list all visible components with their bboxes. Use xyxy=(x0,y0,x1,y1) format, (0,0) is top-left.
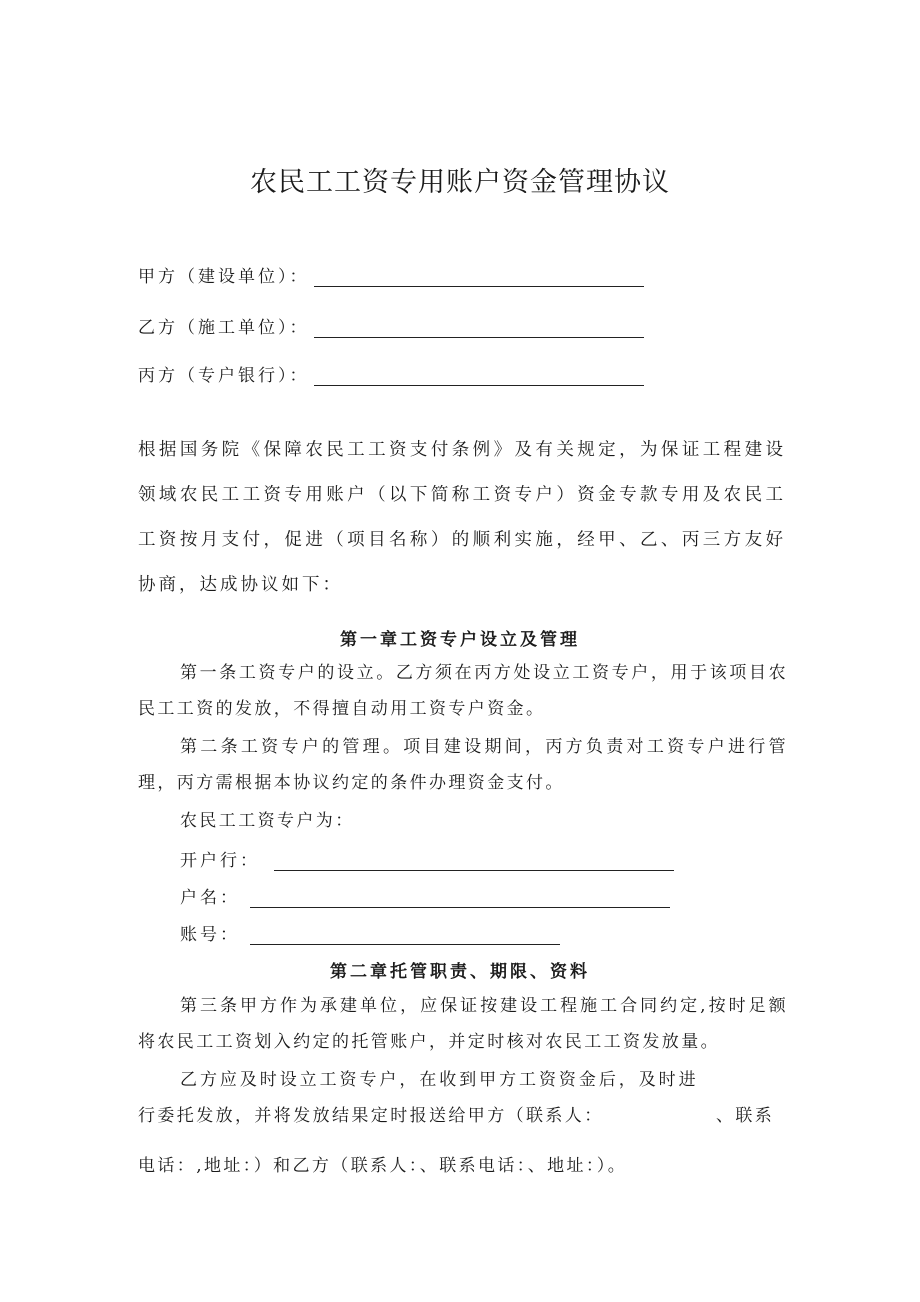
party-b-label: 乙方（施工单位）： xyxy=(138,318,310,338)
account-name-label: 户名： xyxy=(180,888,240,908)
account-number-line xyxy=(180,920,560,945)
chapter-1-title: 第一章工资专户设立及管理 xyxy=(340,630,580,650)
party-a-line xyxy=(138,262,644,287)
account-bank-blank[interactable] xyxy=(274,852,674,871)
article-2: 第二条工资专户的管理。项目建设期间，丙方负责对工资专户进行管理，丙方需根据本协议约定的条件办理资金支付。 xyxy=(138,737,788,793)
account-number-label: 账号： xyxy=(180,925,240,945)
party-a-blank[interactable] xyxy=(314,268,644,287)
party-a-label: 甲方（建设单位）： xyxy=(138,267,310,287)
intro-paragraph: 根据国务院《保障农民工工资支付条例》及有关规定，为保证工程建设领域农民工工资专用账户（以下简称工资专户）资金专款专用及农民工工资按月支付，促进（项目名称）的顺利实施，经甲、乙、丙三方友好协商，达成协议如下： xyxy=(138,440,786,595)
party-c-line xyxy=(138,361,644,386)
account-name-blank[interactable] xyxy=(250,889,670,908)
account-bank-label: 开户行： xyxy=(180,851,260,871)
chapter-2-title: 第二章托管职责、期限、资料 xyxy=(330,962,590,982)
contact-details-line: 电话：,地址：）和乙方（联系人：、联系电话：、地址：）。 xyxy=(138,1156,628,1176)
page-title: 农民工工资专用账户资金管理协议 xyxy=(250,167,670,198)
party-b-line xyxy=(138,313,644,338)
account-number-blank[interactable] xyxy=(250,926,560,945)
account-intro: 农民工工资专户为： xyxy=(180,811,355,831)
contact-separator: 、联系 xyxy=(716,1106,775,1126)
article-3: 第三条甲方作为承建单位，应保证按建设工程施工合同约定,按时足额将农民工工资划入约定的托管账户，并定时核对农民工工资发放量。 xyxy=(138,996,788,1052)
party-b-duty-paragraph: 乙方应及时设立工资专户，在收到甲方工资资金后，及时进行委托发放，并将发放结果定时报送给甲方（联系人： xyxy=(138,1070,698,1126)
account-bank-line xyxy=(180,846,674,871)
article-1: 第一条工资专户的设立。乙方须在丙方处设立工资专户，用于该项目农民工工资的发放，不得擅自动用工资专户资金。 xyxy=(138,663,788,719)
party-c-label: 丙方（专户银行）： xyxy=(138,366,310,386)
account-name-line xyxy=(180,883,670,908)
party-b-blank[interactable] xyxy=(314,319,644,338)
party-c-blank[interactable] xyxy=(314,367,644,386)
